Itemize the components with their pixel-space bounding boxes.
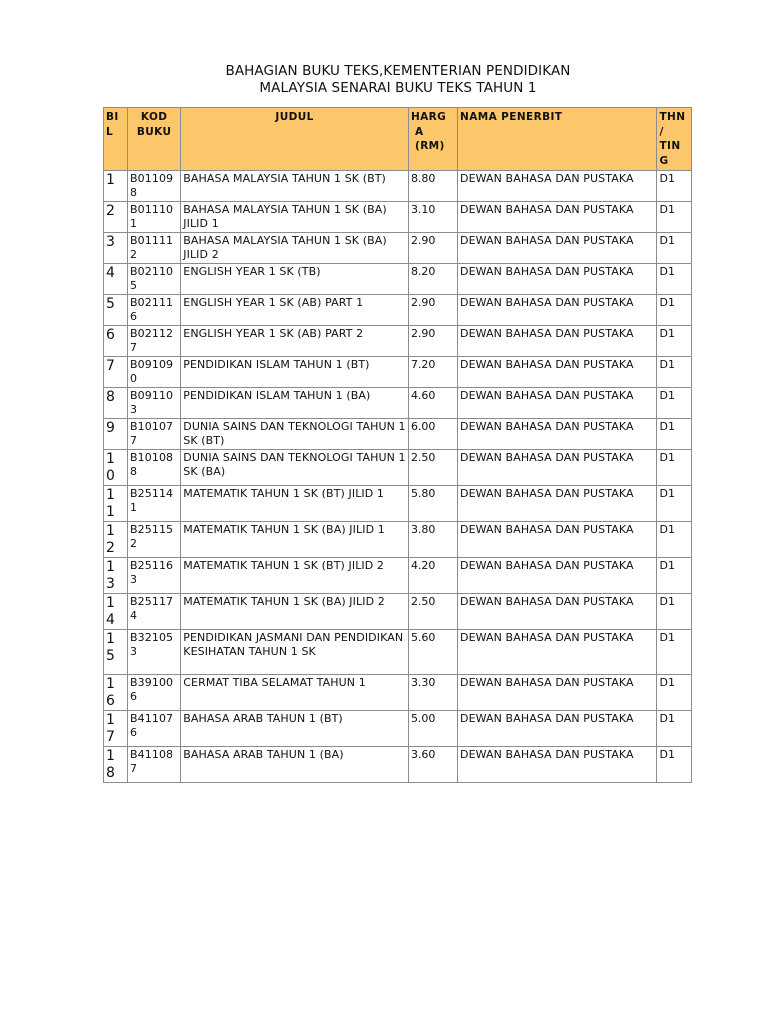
cell-thn-ting: D1 bbox=[657, 388, 692, 419]
table-row bbox=[104, 675, 692, 711]
cell-nama-penerbit: DEWAN BAHASA DAN PUSTAKA bbox=[458, 630, 657, 675]
table-header-row bbox=[104, 108, 692, 171]
cell-judul: ENGLISH YEAR 1 SK (TB) bbox=[181, 264, 409, 295]
cell-judul: PENDIDIKAN JASMANI DAN PENDIDIKAN KESIHATAN TAHUN 1 SK bbox=[181, 630, 409, 675]
cell-nama-penerbit: DEWAN BAHASA DAN PUSTAKA bbox=[458, 264, 657, 295]
title-line-2: MALAYSIA SENARAI BUKU TEKS TAHUN 1 bbox=[259, 80, 537, 96]
cell-nama-penerbit: DEWAN BAHASA DAN PUSTAKA bbox=[458, 558, 657, 594]
cell-kod-buku: B09110 3 bbox=[128, 388, 181, 419]
table-row bbox=[104, 264, 692, 295]
cell-bil: 1 3 bbox=[104, 558, 128, 594]
cell-judul: ENGLISH YEAR 1 SK (AB) PART 1 bbox=[181, 295, 409, 326]
cell-kod-buku: B01111 2 bbox=[128, 233, 181, 264]
cell-nama-penerbit: DEWAN BAHASA DAN PUSTAKA bbox=[458, 594, 657, 630]
cell-judul: ENGLISH YEAR 1 SK (AB) PART 2 bbox=[181, 326, 409, 357]
textbook-table bbox=[103, 107, 692, 783]
cell-kod-buku: B25116 3 bbox=[128, 558, 181, 594]
cell-nama-penerbit: DEWAN BAHASA DAN PUSTAKA bbox=[458, 388, 657, 419]
cell-judul: BAHASA MALAYSIA TAHUN 1 SK (BT) bbox=[181, 171, 409, 202]
cell-judul: MATEMATIK TAHUN 1 SK (BT) JILID 2 bbox=[181, 558, 409, 594]
cell-nama-penerbit: DEWAN BAHASA DAN PUSTAKA bbox=[458, 419, 657, 450]
cell-harga: 8.20 bbox=[408, 264, 457, 295]
cell-thn-ting: D1 bbox=[657, 171, 692, 202]
cell-bil: 9 bbox=[104, 419, 128, 450]
table-row bbox=[104, 630, 692, 675]
cell-nama-penerbit: DEWAN BAHASA DAN PUSTAKA bbox=[458, 357, 657, 388]
cell-bil: 2 bbox=[104, 202, 128, 233]
cell-nama-penerbit: DEWAN BAHASA DAN PUSTAKA bbox=[458, 326, 657, 357]
cell-nama-penerbit: DEWAN BAHASA DAN PUSTAKA bbox=[458, 486, 657, 522]
header-judul: JUDUL bbox=[181, 108, 409, 171]
cell-harga: 6.00 bbox=[408, 419, 457, 450]
cell-bil: 6 bbox=[104, 326, 128, 357]
cell-nama-penerbit: DEWAN BAHASA DAN PUSTAKA bbox=[458, 747, 657, 783]
table-row bbox=[104, 522, 692, 558]
header-thn-ting: THN / TIN G bbox=[657, 108, 692, 171]
cell-kod-buku: B02110 5 bbox=[128, 264, 181, 295]
cell-kod-buku: B32105 3 bbox=[128, 630, 181, 675]
cell-harga: 3.80 bbox=[408, 522, 457, 558]
cell-judul: PENDIDIKAN ISLAM TAHUN 1 (BA) bbox=[181, 388, 409, 419]
title-line-1: BAHAGIAN BUKU TEKS,KEMENTERIAN PENDIDIKAN bbox=[225, 63, 571, 79]
cell-bil: 1 0 bbox=[104, 450, 128, 486]
cell-judul: BAHASA MALAYSIA TAHUN 1 SK (BA) JILID 2 bbox=[181, 233, 409, 264]
table-row bbox=[104, 486, 692, 522]
header-harga: HARG A (RM) bbox=[408, 108, 457, 171]
header-nama-penerbit: NAMA PENERBIT bbox=[458, 108, 657, 171]
cell-thn-ting: D1 bbox=[657, 747, 692, 783]
cell-judul: CERMAT TIBA SELAMAT TAHUN 1 bbox=[181, 675, 409, 711]
cell-bil: 7 bbox=[104, 357, 128, 388]
table-row bbox=[104, 233, 692, 264]
cell-judul: MATEMATIK TAHUN 1 SK (BT) JILID 1 bbox=[181, 486, 409, 522]
table-row bbox=[104, 419, 692, 450]
cell-nama-penerbit: DEWAN BAHASA DAN PUSTAKA bbox=[458, 711, 657, 747]
cell-bil: 4 bbox=[104, 264, 128, 295]
cell-kod-buku: B39100 6 bbox=[128, 675, 181, 711]
cell-nama-penerbit: DEWAN BAHASA DAN PUSTAKA bbox=[458, 171, 657, 202]
cell-kod-buku: B02112 7 bbox=[128, 326, 181, 357]
cell-harga: 3.60 bbox=[408, 747, 457, 783]
cell-harga: 7.20 bbox=[408, 357, 457, 388]
cell-nama-penerbit: DEWAN BAHASA DAN PUSTAKA bbox=[458, 233, 657, 264]
cell-judul: PENDIDIKAN ISLAM TAHUN 1 (BT) bbox=[181, 357, 409, 388]
table-row bbox=[104, 295, 692, 326]
page-title bbox=[0, 63, 768, 97]
cell-thn-ting: D1 bbox=[657, 711, 692, 747]
cell-nama-penerbit: DEWAN BAHASA DAN PUSTAKA bbox=[458, 295, 657, 326]
cell-kod-buku: B41108 7 bbox=[128, 747, 181, 783]
cell-harga: 5.00 bbox=[408, 711, 457, 747]
cell-bil: 1 1 bbox=[104, 486, 128, 522]
cell-thn-ting: D1 bbox=[657, 486, 692, 522]
cell-nama-penerbit: DEWAN BAHASA DAN PUSTAKA bbox=[458, 522, 657, 558]
cell-bil: 1 2 bbox=[104, 522, 128, 558]
cell-harga: 4.20 bbox=[408, 558, 457, 594]
cell-bil: 8 bbox=[104, 388, 128, 419]
cell-thn-ting: D1 bbox=[657, 326, 692, 357]
cell-harga: 4.60 bbox=[408, 388, 457, 419]
table-row bbox=[104, 711, 692, 747]
table-row bbox=[104, 357, 692, 388]
cell-thn-ting: D1 bbox=[657, 264, 692, 295]
cell-kod-buku: B10108 8 bbox=[128, 450, 181, 486]
cell-bil: 1 8 bbox=[104, 747, 128, 783]
cell-thn-ting: D1 bbox=[657, 558, 692, 594]
cell-thn-ting: D1 bbox=[657, 522, 692, 558]
cell-bil: 1 5 bbox=[104, 630, 128, 675]
cell-harga: 2.90 bbox=[408, 233, 457, 264]
cell-harga: 5.60 bbox=[408, 630, 457, 675]
cell-thn-ting: D1 bbox=[657, 233, 692, 264]
table-row bbox=[104, 171, 692, 202]
table-row bbox=[104, 747, 692, 783]
cell-thn-ting: D1 bbox=[657, 202, 692, 233]
cell-bil: 1 6 bbox=[104, 675, 128, 711]
cell-thn-ting: D1 bbox=[657, 630, 692, 675]
cell-harga: 2.90 bbox=[408, 326, 457, 357]
cell-nama-penerbit: DEWAN BAHASA DAN PUSTAKA bbox=[458, 450, 657, 486]
table-row bbox=[104, 450, 692, 486]
cell-thn-ting: D1 bbox=[657, 419, 692, 450]
cell-thn-ting: D1 bbox=[657, 594, 692, 630]
cell-harga: 2.90 bbox=[408, 295, 457, 326]
cell-harga: 3.10 bbox=[408, 202, 457, 233]
cell-kod-buku: B10107 7 bbox=[128, 419, 181, 450]
table-row bbox=[104, 202, 692, 233]
cell-judul: BAHASA ARAB TAHUN 1 (BT) bbox=[181, 711, 409, 747]
cell-thn-ting: D1 bbox=[657, 450, 692, 486]
cell-judul: DUNIA SAINS DAN TEKNOLOGI TAHUN 1 SK (BT) bbox=[181, 419, 409, 450]
cell-kod-buku: B01109 8 bbox=[128, 171, 181, 202]
cell-harga: 8.80 bbox=[408, 171, 457, 202]
cell-kod-buku: B01110 1 bbox=[128, 202, 181, 233]
cell-kod-buku: B41107 6 bbox=[128, 711, 181, 747]
cell-bil: 1 7 bbox=[104, 711, 128, 747]
cell-bil: 3 bbox=[104, 233, 128, 264]
header-bil: BI L bbox=[104, 108, 128, 171]
cell-judul: BAHASA MALAYSIA TAHUN 1 SK (BA) JILID 1 bbox=[181, 202, 409, 233]
cell-harga: 2.50 bbox=[408, 594, 457, 630]
cell-thn-ting: D1 bbox=[657, 357, 692, 388]
table-row bbox=[104, 558, 692, 594]
cell-nama-penerbit: DEWAN BAHASA DAN PUSTAKA bbox=[458, 202, 657, 233]
table-row bbox=[104, 388, 692, 419]
cell-kod-buku: B25114 1 bbox=[128, 486, 181, 522]
cell-harga: 5.80 bbox=[408, 486, 457, 522]
cell-harga: 3.30 bbox=[408, 675, 457, 711]
cell-kod-buku: B09109 0 bbox=[128, 357, 181, 388]
table-row bbox=[104, 326, 692, 357]
cell-kod-buku: B25117 4 bbox=[128, 594, 181, 630]
table-row bbox=[104, 594, 692, 630]
cell-bil: 1 bbox=[104, 171, 128, 202]
cell-bil: 1 4 bbox=[104, 594, 128, 630]
cell-judul: MATEMATIK TAHUN 1 SK (BA) JILID 2 bbox=[181, 594, 409, 630]
cell-kod-buku: B25115 2 bbox=[128, 522, 181, 558]
cell-judul: BAHASA ARAB TAHUN 1 (BA) bbox=[181, 747, 409, 783]
cell-bil: 5 bbox=[104, 295, 128, 326]
header-kod-buku: KOD BUKU bbox=[128, 108, 181, 171]
cell-nama-penerbit: DEWAN BAHASA DAN PUSTAKA bbox=[458, 675, 657, 711]
cell-judul: DUNIA SAINS DAN TEKNOLOGI TAHUN 1 SK (BA) bbox=[181, 450, 409, 486]
cell-harga: 2.50 bbox=[408, 450, 457, 486]
cell-thn-ting: D1 bbox=[657, 675, 692, 711]
cell-judul: MATEMATIK TAHUN 1 SK (BA) JILID 1 bbox=[181, 522, 409, 558]
cell-kod-buku: B02111 6 bbox=[128, 295, 181, 326]
cell-thn-ting: D1 bbox=[657, 295, 692, 326]
